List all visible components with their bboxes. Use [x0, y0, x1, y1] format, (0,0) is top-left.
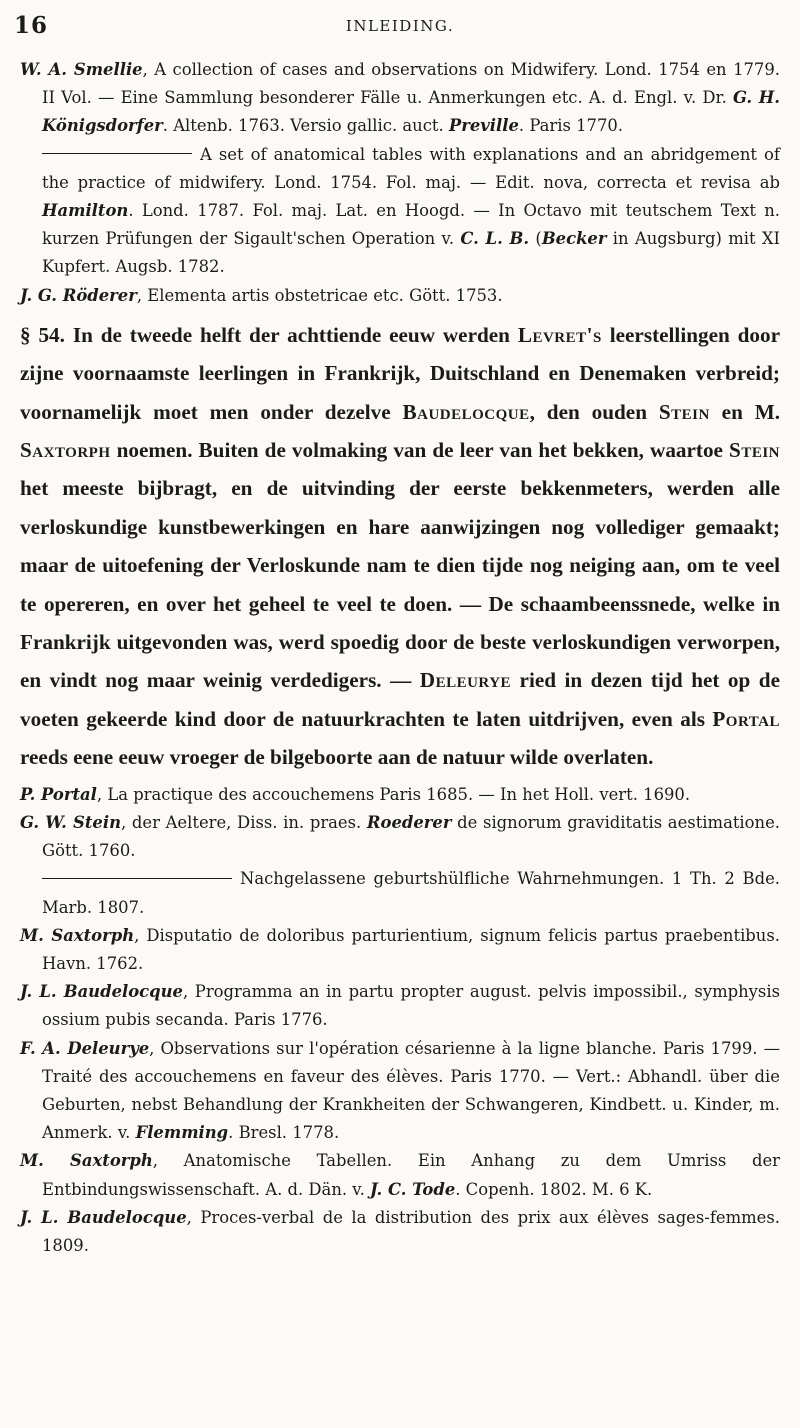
person-name: Deleurye [419, 668, 512, 693]
reference-stein-nachgelassene [20, 865, 780, 921]
reference-text: . Lond. 1787. Fol. maj. Lat. en Hoogd. — In Octavo mit teutschem Text n. kurzen Prüfungen der Sigault'schen Operation v. [42, 201, 780, 249]
reference-smellie-collection [20, 56, 780, 141]
reference-text: , Observations sur l'opération césarienne à la ligne blanche. Paris 1799. — Traité des accouchemens en faveur des élèves. Paris 1770. — Vert.: Abhandl. über die Geburten, nebst Behandlung der Krankheiten der Schwangeren, Kindbett. u. Kinder, m. Anmerk. v. [42, 1038, 780, 1143]
reference-author: J. G. Röderer [20, 285, 137, 305]
person-name: Saxtorph [20, 438, 111, 463]
person-name: Stein [658, 399, 710, 424]
reference-portal [20, 781, 780, 809]
paragraph-text: leerstellingen door zijne voornaamste leerlingen in Frankrijk, Duitschland en Denemaken verbreid; voornamelijk moet men onder dezelve [20, 322, 781, 424]
reference-text: , A collection of cases and observations on Midwifery. Lond. 1754 en 1779. II Vol. — Eine Sammlung besonderer Fälle u. Anmerkungen etc. A. d. Engl. v. Dr. [42, 60, 780, 108]
reference-text: ( [529, 229, 542, 249]
section-54-paragraph [20, 316, 780, 777]
paragraph-text: en M. [709, 399, 781, 424]
reference-text: A set of anatomical tables with explanations and an abridgement of the practice of midwifery. Lond. 1754. Fol. maj. — Edit. nova, correcta et revisa ab [42, 144, 780, 192]
reference-saxtorph-disputatio [20, 922, 780, 978]
reference-author: C. L. B. [460, 229, 530, 249]
reference-text: , Disputatio de doloribus parturientium, signum felicis partus praebentibus. Havn. 1762. [42, 925, 780, 973]
reference-author: J. C. Tode [370, 1179, 456, 1199]
reference-text: de signorum graviditatis aestimatione. Gött. 1760. [42, 812, 780, 861]
reference-author: Roederer [366, 812, 452, 832]
reference-text: . Paris 1770. [518, 116, 624, 136]
paragraph-text: In de tweede helft der achttiende eeuw werden [64, 322, 518, 347]
reference-author: P. Portal [20, 784, 97, 804]
reference-author: J. L. Baudelocque [20, 1207, 187, 1227]
page-content [20, 56, 780, 1260]
person-name: Portal [712, 706, 780, 731]
reference-author: G. W. Stein [20, 812, 121, 832]
paragraph-text: noemen. Buiten de volmaking van de leer van het bekken, waartoe [110, 438, 730, 463]
section-number: § 54. [20, 322, 65, 347]
reference-text: in Augsburg) mit XI Kupfert. Augsb. 1782. [42, 229, 780, 277]
reference-author: W. A. Smellie [20, 60, 143, 79]
reference-author: F. A. Deleurye [20, 1038, 150, 1058]
person-name: Stein [729, 438, 780, 463]
reference-roderer [20, 282, 780, 310]
reference-smellie-tables [20, 141, 780, 282]
paragraph-text: , den ouden [529, 399, 659, 424]
ditto-rule [42, 153, 192, 154]
ditto-rule [42, 878, 232, 879]
paragraph-text: het meeste bijbragt, en de uitvinding der eerste bekkenmeters, werden alle verloskundige kunstbewerkingen en hare aanwijzingen nog vollediger gemaakt; maar de uitoefening der Verloskunde nam te dien tijde nog neiging aan, om te veel te opereren, en over het geheel te veel te doen. — De schaambeenssnede, welke in Frankrijk uitgevonden was, werd spoedig door de beste verloskundigen verworpen, en vindt nog maar weinig verdedigers. — [20, 476, 780, 693]
reference-baudelocque-proces [20, 1204, 780, 1260]
reference-text: . Copenh. 1802. M. 6 K. [455, 1179, 653, 1199]
person-name: Baudelocque [402, 399, 530, 424]
running-head: INLEIDING. [345, 17, 455, 35]
reference-author: G. H. Königsdorfer [42, 88, 780, 136]
reference-saxtorph-tabellen [20, 1147, 780, 1203]
page-number: 16 [14, 12, 49, 39]
reference-deleurye [20, 1035, 780, 1148]
reference-author: Becker [541, 229, 607, 249]
reference-text: , der Aeltere, Diss. in. praes. [121, 812, 367, 832]
reference-text: , Anatomische Tabellen. Ein Anhang zu dem Umriss der Entbindungswissenschaft. A. d. Dän. v. [42, 1151, 780, 1199]
person-name: Levret's [517, 322, 602, 347]
reference-text: . Altenb. 1763. Versio gallic. auct. [162, 116, 449, 136]
reference-baudelocque-programma [20, 978, 780, 1034]
reference-text: , Programma an in partu propter august. pelvis impossibil., symphysis ossium pubis secanda. Paris 1776. [42, 982, 780, 1030]
reference-author: Preville [448, 116, 519, 136]
reference-list [20, 781, 780, 1260]
paragraph-text: reeds eene eeuw vroeger de bilgeboorte aan de natuur wilde overlaten. [20, 745, 654, 770]
reference-text: , Proces-verbal de la distribution des prix aux élèves sages-femmes. 1809. [42, 1207, 781, 1255]
reference-author: J. L. Baudelocque [20, 982, 183, 1002]
paragraph-text: ried in dezen tijd het op de voeten gekeerde kind door de natuurkrachten te laten uitdrijven, even als [20, 668, 780, 731]
reference-author: M. Saxtorph [20, 1151, 153, 1171]
reference-stein-diss [20, 809, 780, 865]
reference-text: Nachgelassene geburtshülfliche Wahrnehmungen. 1 Th. 2 Bde. Marb. 1807. [42, 869, 780, 917]
reference-text: . Bresl. 1778. [228, 1123, 340, 1143]
reference-author: Flemming [135, 1123, 229, 1143]
reference-author: M. Saxtorph [20, 925, 135, 945]
reference-author: Hamilton [42, 201, 129, 221]
reference-text: , La practique des accouchemens Paris 1685. — In het Holl. vert. 1690. [96, 784, 691, 804]
reference-text: , Elementa artis obstetricae etc. Gött. 1753. [136, 285, 503, 305]
page-header [0, 8, 800, 48]
